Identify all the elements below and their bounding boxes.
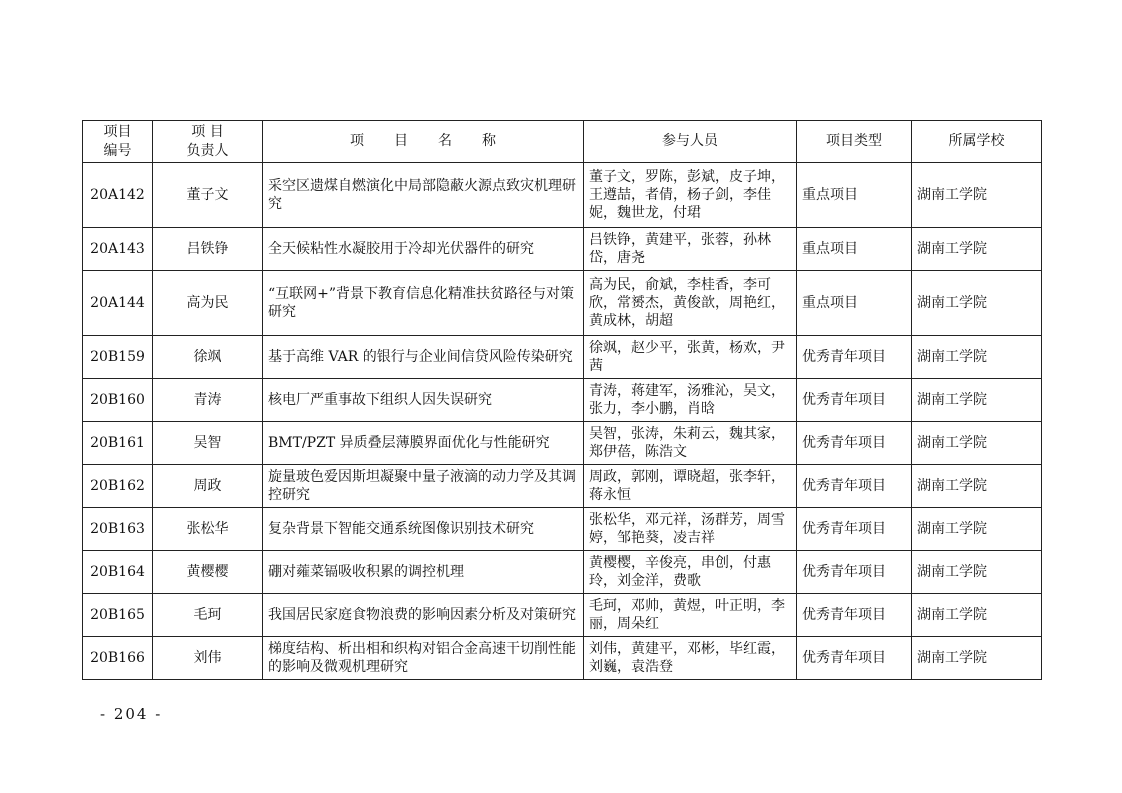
cell-project-title: 梯度结构、析出相和织构对铝合金高速干切削性能的影响及微观机理研究 (263, 637, 584, 680)
cell-project-title: 基于高维 VAR 的银行与企业间信贷风险传染研究 (263, 336, 584, 379)
cell-participants: 毛珂，邓帅，黄煜，叶正明，李丽，周朵红 (584, 594, 797, 637)
cell-project-lead: 刘伟 (153, 637, 263, 680)
cell-project-lead: 吕铁铮 (153, 228, 263, 271)
cell-project-type: 优秀青年项目 (797, 551, 912, 594)
cell-project-title: BMT/PZT 异质叠层薄膜界面优化与性能研究 (263, 422, 584, 465)
table-row (83, 594, 1042, 637)
header-id-line1: 项目 (103, 123, 132, 140)
cell-project-id: 20A143 (83, 228, 153, 271)
header-lead-line1: 项 目 (191, 123, 224, 140)
cell-project-id: 20B165 (83, 594, 153, 637)
cell-participants: 周政，郭刚，谭晓超，张李轩，蒋永恒 (584, 465, 797, 508)
cell-school: 湖南工学院 (912, 422, 1042, 465)
header-school: 所属学校 (912, 121, 1042, 163)
cell-project-id: 20B162 (83, 465, 153, 508)
header-id (83, 121, 153, 163)
cell-school: 湖南工学院 (912, 551, 1042, 594)
cell-project-title: 旋量玻色爱因斯坦凝聚中量子液滴的动力学及其调控研究 (263, 465, 584, 508)
cell-project-type: 优秀青年项目 (797, 422, 912, 465)
cell-project-type: 优秀青年项目 (797, 465, 912, 508)
table-header (83, 121, 1042, 163)
cell-project-lead: 周政 (153, 465, 263, 508)
cell-project-type: 优秀青年项目 (797, 379, 912, 422)
cell-school: 湖南工学院 (912, 228, 1042, 271)
cell-participants: 张松华，邓元祥，汤群芳，周雪婷，邹艳葵，凌吉祥 (584, 508, 797, 551)
cell-school: 湖南工学院 (912, 594, 1042, 637)
cell-project-id: 20B163 (83, 508, 153, 551)
cell-project-id: 20B160 (83, 379, 153, 422)
cell-participants: 青涛，蒋建军，汤雅沁，吴文，张力，李小鹏，肖晗 (584, 379, 797, 422)
table-row (83, 637, 1042, 680)
cell-school: 湖南工学院 (912, 336, 1042, 379)
cell-participants: 徐飒，赵少平，张黄，杨欢，尹茜 (584, 336, 797, 379)
header-type: 项目类型 (797, 121, 912, 163)
table-row (83, 379, 1042, 422)
header-id-line2: 编号 (103, 142, 132, 159)
cell-participants: 吴智，张涛，朱莉云，魏其家，郑伊蓓，陈浩文 (584, 422, 797, 465)
table-row (83, 465, 1042, 508)
cell-project-title: 全天候粘性水凝胶用于冷却光伏器件的研究 (263, 228, 584, 271)
cell-project-lead: 青涛 (153, 379, 263, 422)
table-row (83, 271, 1042, 336)
header-title-text: 项目名称 (350, 133, 526, 149)
cell-participants: 黄樱樱，辛俊亮，串创，付惠玲，刘金洋，费歌 (584, 551, 797, 594)
cell-project-id: 20A144 (83, 271, 153, 336)
cell-participants: 吕铁铮，黄建平，张蓉，孙林岱，唐尧 (584, 228, 797, 271)
table-row (83, 508, 1042, 551)
header-members: 参与人员 (584, 121, 797, 163)
cell-project-title: 硼对蕹菜镉吸收积累的调控机理 (263, 551, 584, 594)
cell-project-type: 重点项目 (797, 271, 912, 336)
cell-project-type: 优秀青年项目 (797, 336, 912, 379)
cell-project-lead: 徐飒 (153, 336, 263, 379)
cell-project-lead: 高为民 (153, 271, 263, 336)
cell-participants: 董子文，罗陈，彭斌，皮子坤，王遵喆，者倩，杨子剑，李佳妮，魏世龙，付珺 (584, 163, 797, 228)
cell-project-title: “互联网+”背景下教育信息化精准扶贫路径与对策研究 (263, 271, 584, 336)
cell-project-title: 核电厂严重事故下组织人因失误研究 (263, 379, 584, 422)
cell-project-lead: 张松华 (153, 508, 263, 551)
project-table (82, 120, 1042, 680)
table-body (83, 163, 1042, 680)
cell-project-lead: 吴智 (153, 422, 263, 465)
table-row (83, 336, 1042, 379)
cell-project-id: 20B159 (83, 336, 153, 379)
table-row (83, 163, 1042, 228)
cell-school: 湖南工学院 (912, 271, 1042, 336)
cell-participants: 刘伟，黄建平，邓彬，毕红霞，刘巍，袁浩登 (584, 637, 797, 680)
cell-project-title: 复杂背景下智能交通系统图像识别技术研究 (263, 508, 584, 551)
page-number: - 204 - (100, 705, 163, 723)
cell-project-type: 优秀青年项目 (797, 637, 912, 680)
cell-project-lead: 黄樱樱 (153, 551, 263, 594)
header-lead (153, 121, 263, 163)
cell-project-id: 20A142 (83, 163, 153, 228)
cell-project-id: 20B166 (83, 637, 153, 680)
header-lead-line2: 负责人 (186, 142, 229, 159)
cell-project-lead: 毛珂 (153, 594, 263, 637)
cell-project-title: 采空区遗煤自燃演化中局部隐蔽火源点致灾机理研究 (263, 163, 584, 228)
cell-school: 湖南工学院 (912, 379, 1042, 422)
cell-school: 湖南工学院 (912, 637, 1042, 680)
cell-school: 湖南工学院 (912, 508, 1042, 551)
table-row (83, 228, 1042, 271)
cell-school: 湖南工学院 (912, 163, 1042, 228)
cell-participants: 高为民，俞斌，李桂香，李可欣，常赟杰，黄俊歆，周艳红，黄成林，胡超 (584, 271, 797, 336)
cell-project-type: 重点项目 (797, 228, 912, 271)
header-title (263, 121, 584, 163)
cell-project-lead: 董子文 (153, 163, 263, 228)
cell-project-id: 20B161 (83, 422, 153, 465)
cell-project-type: 重点项目 (797, 163, 912, 228)
cell-project-type: 优秀青年项目 (797, 594, 912, 637)
cell-project-title: 我国居民家庭食物浪费的影响因素分析及对策研究 (263, 594, 584, 637)
table-row (83, 551, 1042, 594)
cell-project-type: 优秀青年项目 (797, 508, 912, 551)
table-row (83, 422, 1042, 465)
cell-school: 湖南工学院 (912, 465, 1042, 508)
cell-project-id: 20B164 (83, 551, 153, 594)
